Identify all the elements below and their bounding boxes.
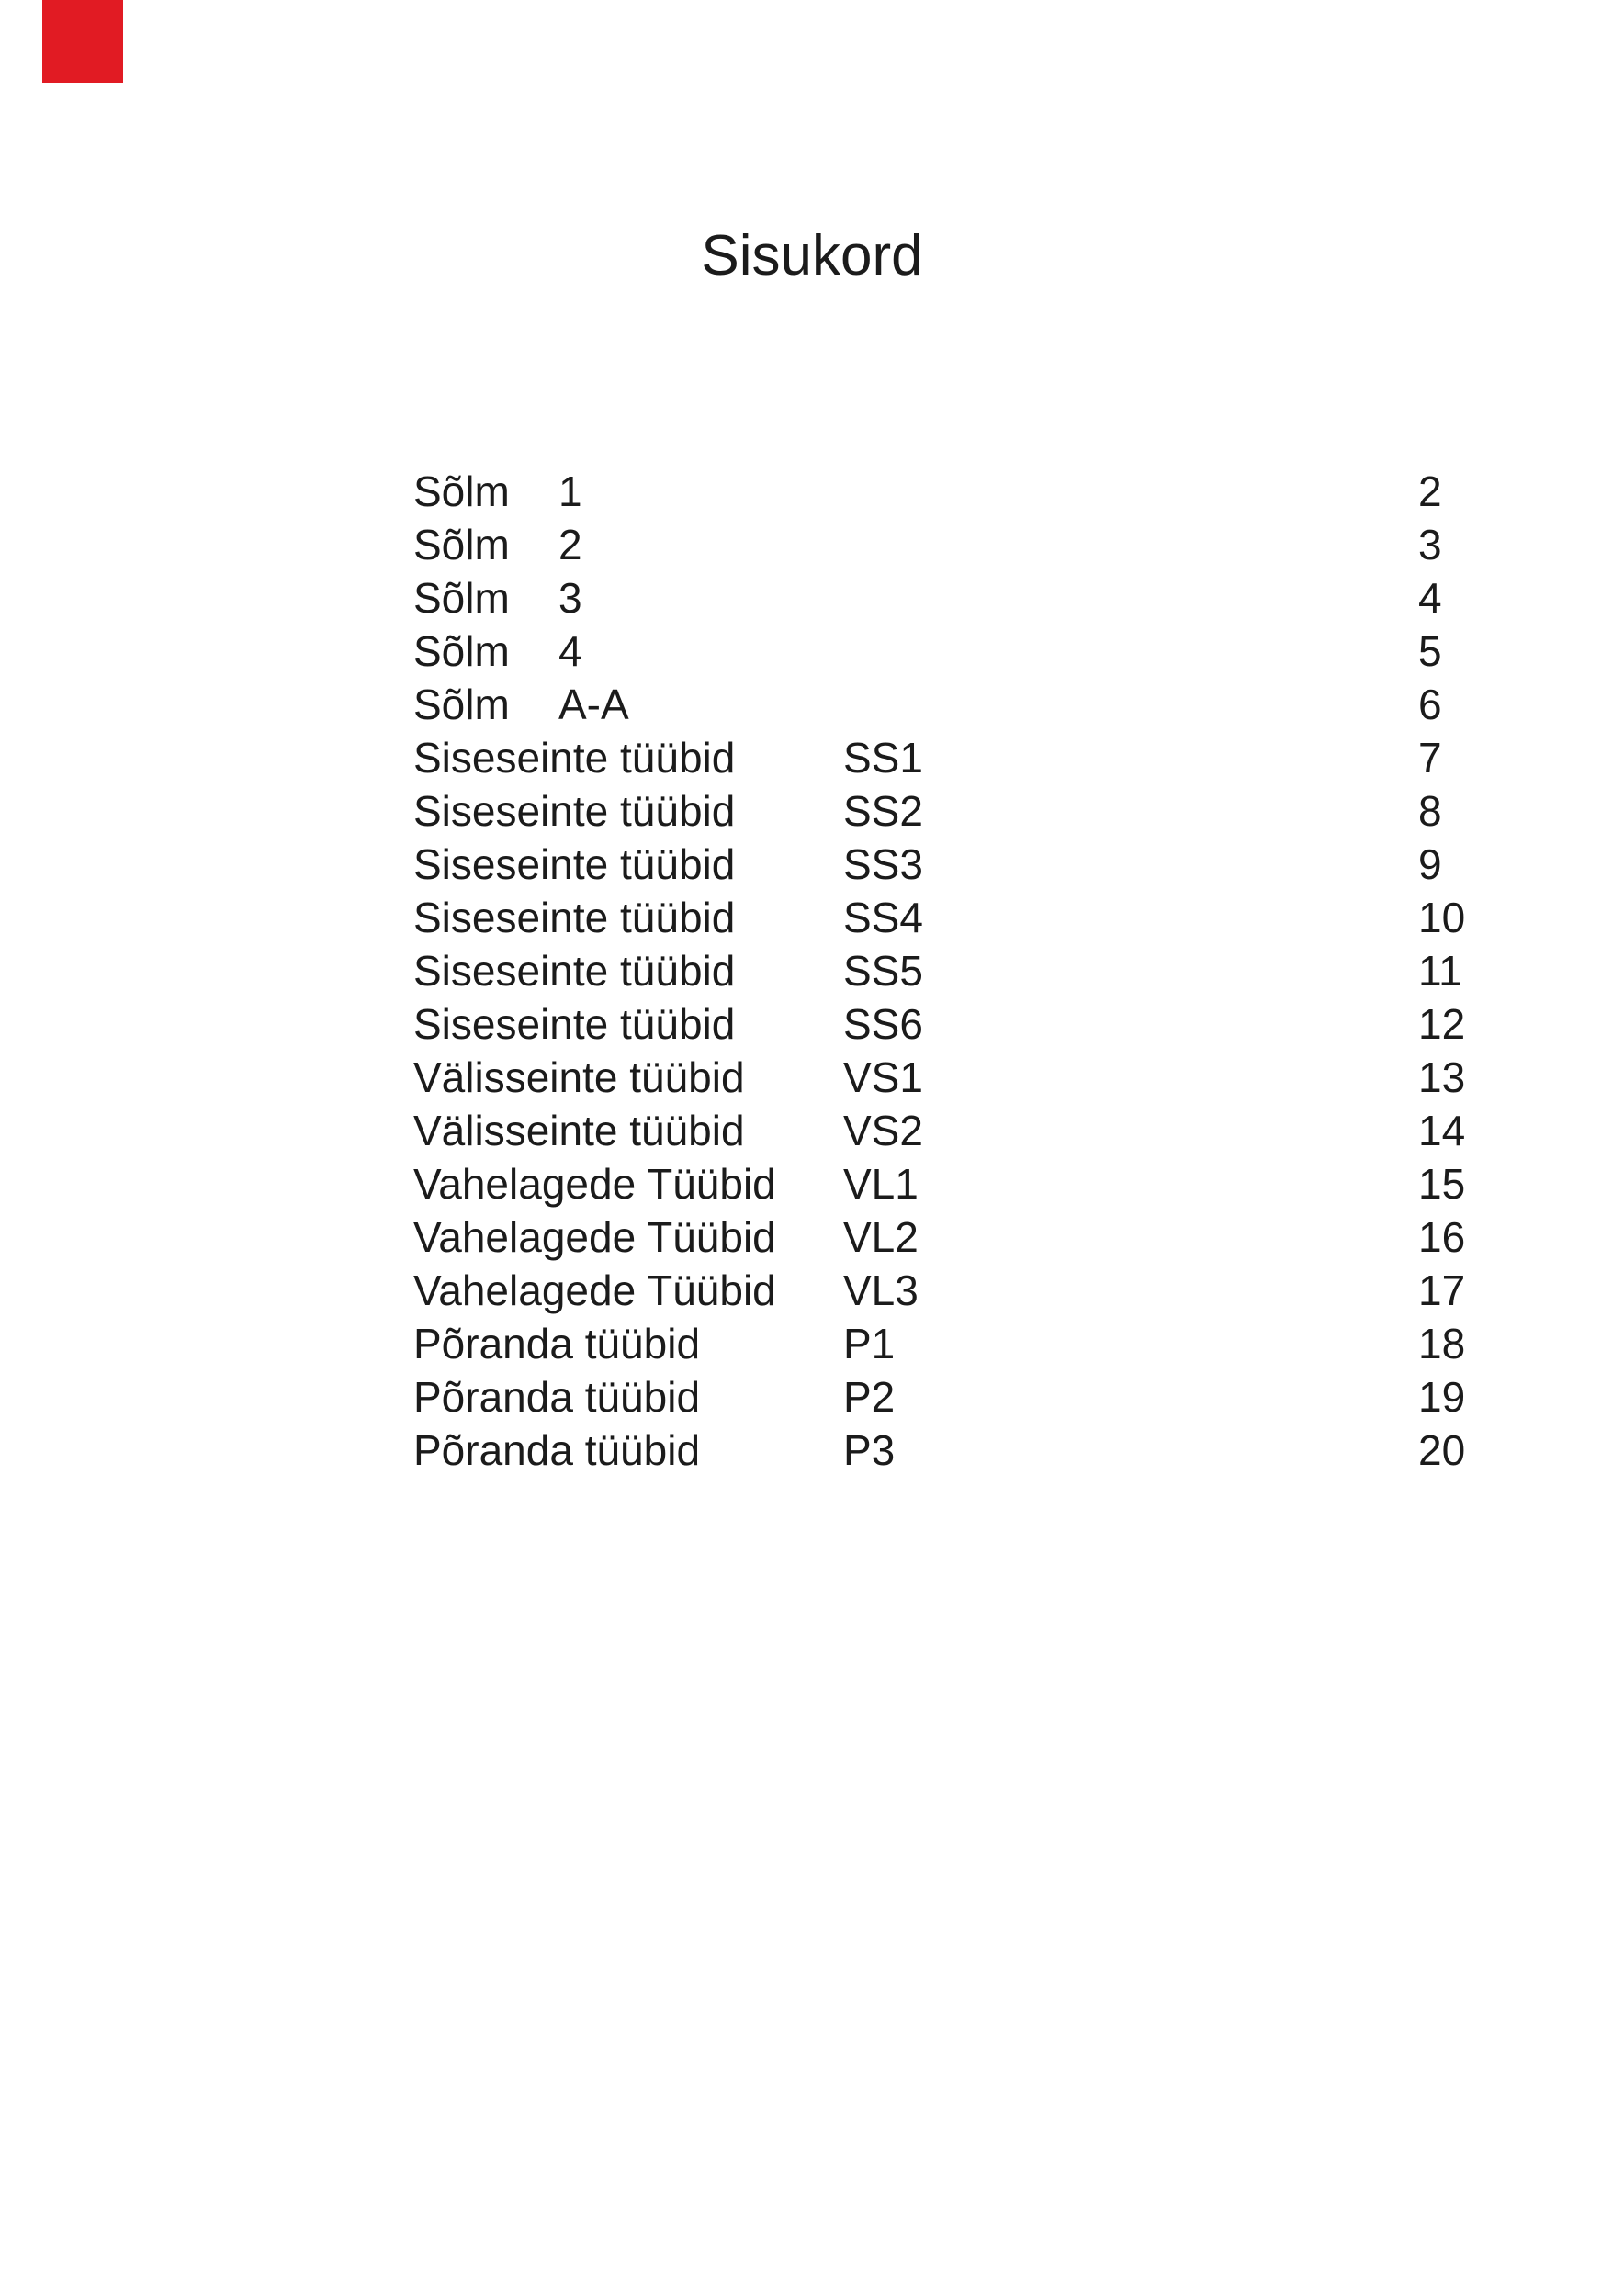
toc-entry-label: Sõlm [413,467,510,515]
toc-entry-label: Sõlm [413,681,510,728]
toc-entry-page: 8 [1418,787,1442,835]
toc-entry-page: 14 [1418,1107,1466,1154]
toc-row [413,1210,1624,1264]
toc-entry-page: 17 [1418,1266,1466,1314]
toc-entry-code: 1 [558,467,582,515]
toc-entry-code: 4 [558,627,582,675]
toc-entry-page: 5 [1418,627,1442,675]
toc-entry-code: VS1 [843,1053,923,1101]
toc-entry-code: P2 [843,1373,896,1421]
toc-entry-page: 15 [1418,1160,1466,1208]
toc-entry-page: 19 [1418,1373,1466,1421]
toc-entry-code: SS2 [843,787,923,835]
toc-entry-label: Siseseinte tüübid [413,894,736,941]
toc-entry-code: 3 [558,574,582,622]
toc-row [413,1157,1624,1210]
toc-row [413,518,1624,571]
toc-row [413,625,1624,678]
toc-entry-page: 20 [1418,1426,1466,1474]
toc-row [413,731,1624,784]
toc-row [413,944,1624,997]
toc-row [413,465,1624,518]
toc-entry-code: VL1 [843,1160,919,1208]
toc-entry-page: 12 [1418,1000,1466,1048]
toc-row [413,1051,1624,1104]
toc-entry-label: Siseseinte tüübid [413,1000,736,1048]
toc-entry-page: 9 [1418,840,1442,888]
toc-entry-label: Sõlm [413,574,510,622]
toc-entry-page: 18 [1418,1320,1466,1367]
toc-entry-page: 16 [1418,1213,1466,1261]
toc-entry-page: 4 [1418,574,1442,622]
toc-entry-page: 11 [1418,947,1462,995]
toc-entry-code: A-A [558,681,629,728]
toc-row [413,1424,1624,1477]
toc-entry-label: Vahelagede Tüübid [413,1213,776,1261]
toc-entry-code: SS1 [843,734,923,782]
toc-entry-page: 2 [1418,467,1442,515]
red-corner-marker [42,0,123,83]
toc-entry-code: SS6 [843,1000,923,1048]
toc-row [413,1370,1624,1424]
page-title: Sisukord [701,224,923,287]
toc-entry-code: SS4 [843,894,923,941]
toc-list [413,465,1624,1477]
toc-entry-label: Põranda tüübid [413,1373,701,1421]
toc-entry-label: Siseseinte tüübid [413,787,736,835]
toc-entry-code: P3 [843,1426,896,1474]
toc-entry-page: 6 [1418,681,1442,728]
toc-row [413,1264,1624,1317]
toc-entry-page: 13 [1418,1053,1466,1101]
toc-entry-label: Põranda tüübid [413,1320,701,1367]
toc-entry-label: Välisseinte tüübid [413,1053,745,1101]
toc-entry-label: Välisseinte tüübid [413,1107,745,1154]
toc-entry-page: 10 [1418,894,1466,941]
toc-entry-code: P1 [843,1320,896,1367]
toc-entry-label: Sõlm [413,521,510,568]
toc-entry-page: 7 [1418,734,1442,782]
toc-row [413,678,1624,731]
toc-entry-label: Siseseinte tüübid [413,947,736,995]
toc-entry-label: Siseseinte tüübid [413,734,736,782]
toc-row [413,571,1624,625]
toc-entry-code: VS2 [843,1107,923,1154]
toc-entry-label: Vahelagede Tüübid [413,1160,776,1208]
toc-row [413,1104,1624,1157]
toc-entry-label: Põranda tüübid [413,1426,701,1474]
toc-row [413,891,1624,944]
toc-entry-page: 3 [1418,521,1442,568]
toc-entry-label: Sõlm [413,627,510,675]
toc-entry-code: 2 [558,521,582,568]
toc-entry-code: SS5 [843,947,923,995]
toc-entry-label: Siseseinte tüübid [413,840,736,888]
toc-entry-label: Vahelagede Tüübid [413,1266,776,1314]
toc-row [413,784,1624,838]
toc-row [413,838,1624,891]
toc-row [413,997,1624,1051]
toc-entry-code: SS3 [843,840,923,888]
toc-row [413,1317,1624,1370]
toc-entry-code: VL2 [843,1213,919,1261]
toc-entry-code: VL3 [843,1266,919,1314]
